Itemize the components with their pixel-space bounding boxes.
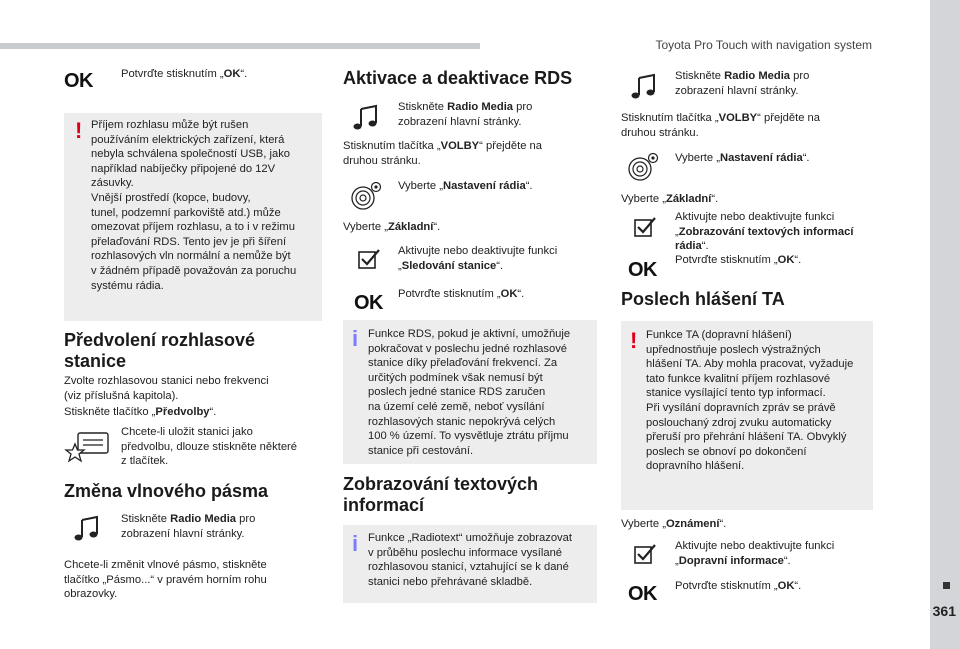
- text-line: rozhlasových vln normální a nemůže být: [91, 250, 291, 263]
- warning-icon: !: [75, 118, 83, 143]
- section-title-presets: Předvolení rozhlasové stanice: [64, 330, 256, 371]
- text-line: nebyla schválena společností USB, jako: [91, 148, 291, 161]
- rds-press-text: Stiskněte Radio Media pro zobrazení hlavní stránky.: [398, 101, 533, 128]
- text-line: určitých podmínek však nemusí být: [368, 371, 543, 384]
- radio-settings-icon: [350, 181, 384, 211]
- text-line: zásuvky.: [91, 177, 134, 190]
- text-line: Příjem rozhlasu může být rušen: [91, 119, 249, 131]
- text-line: stanice díky přelaďování frekvencí. Za: [368, 357, 558, 370]
- text-line: na území celé země, neboť vysílání: [368, 400, 545, 413]
- c3-select-announcements: Vyberte „Oznámení“.: [621, 518, 727, 530]
- text-line: pokračovat v poslechu jedné rozhlasové: [368, 342, 568, 355]
- text-line: v průběhu poslechu informace vysílané: [368, 546, 563, 559]
- band-press-text: Stiskněte Radio Media pro zobrazení hlavní stránky.: [121, 513, 256, 540]
- rds-ok-text: Potvrďte stisknutím „OK“.: [398, 288, 525, 300]
- text-line: rozhlasovou stanicí, vztahující se k dané: [368, 561, 569, 574]
- text-line: upřednostňuje poslech výstražných: [646, 343, 821, 356]
- radio-settings-icon: [627, 152, 661, 182]
- preset-star-text: Chcete-li uložit stanici jako předvolbu, dlouze stiskněte některé z tlačítek.: [121, 426, 298, 468]
- page-number: 361: [932, 603, 956, 619]
- rds-select-radio: Vyberte „Nastavení rádia“.: [398, 180, 533, 192]
- text-line: používáním elektrických zařízení, která: [91, 133, 285, 146]
- text-line: Vnější prostředí (kopce, budovy,: [91, 191, 251, 204]
- section-title-ta: Poslech hlášení TA: [621, 289, 785, 309]
- page-side-strip: [930, 0, 960, 649]
- text-line: omezovat příjem rozhlasu, a to i v režimu: [91, 221, 295, 234]
- band-paragraph: Chcete-li změnit vlnové pásmo, stiskněte tlačítko „Pásmo...“ v pravém horním rohu obrazovky.: [64, 559, 267, 601]
- c3-select-basic: Vyberte „Základní“.: [621, 193, 719, 205]
- text-line: tunel, podzemní parkoviště atd.) může: [91, 206, 281, 219]
- ok-icon: OK: [628, 583, 657, 605]
- c3-ok2-text: Potvrďte stisknutím „OK“.: [675, 580, 802, 592]
- preset-paragraph: Zvolte rozhlasovou stanici nebo frekvenci (viz příslušná kapitola).: [64, 375, 269, 402]
- c3-volby-text: Stisknutím tlačítka „VOLBY“ přejděte na druhou stránku.: [621, 112, 820, 139]
- ok-instruction: Potvrďte stisknutím „OK“.: [121, 68, 248, 80]
- music-note-icon: [630, 73, 658, 101]
- text-line: poslech se obnoví po dokončení: [646, 445, 807, 458]
- text-line: v žádném případě považován za poruchu: [91, 264, 297, 277]
- text-line: stanici nebo přehrávané skladbě.: [368, 575, 533, 588]
- text-line: tato funkce kvalitní příjem rozhlasové: [646, 372, 831, 385]
- c3-toggle2-text: Aktivujte nebo deaktivujte funkci „Dopravní informace“.: [675, 540, 835, 567]
- c3-select-radio: Vyberte „Nastavení rádia“.: [675, 152, 810, 164]
- text-line: Funkce RDS, pokud je aktivní, umožňuje: [368, 328, 571, 340]
- ok-icon: OK: [354, 292, 383, 314]
- info-icon: i: [352, 326, 359, 351]
- section-title-rds: Aktivace a deaktivace RDS: [343, 68, 573, 88]
- text-line: Při vysílání dopravních zpráv se právě: [646, 401, 836, 414]
- text-line: poslouchaný zdroj zvuku automaticky: [646, 416, 832, 429]
- c3-press-text: Stiskněte Radio Media pro zobrazení hlavní stránky.: [675, 70, 810, 97]
- preset-button-text: Stiskněte tlačítko „Předvolby“.: [64, 406, 217, 418]
- header-bar: [0, 43, 480, 49]
- checkbox-icon: [633, 215, 657, 239]
- checkbox-icon: [357, 247, 381, 271]
- text-line: hlášení TA. Aby mohla pracovat, vyžaduje: [646, 358, 854, 371]
- page-marker: [943, 582, 950, 589]
- text-line: rozhlasových stanic nepokrývá celých: [368, 415, 556, 428]
- warning-text: [91, 118, 296, 293]
- c3-ok-text: Potvrďte stisknutím „OK“.: [675, 254, 802, 266]
- rds-volby-text: Stisknutím tlačítka „VOLBY“ přejděte na druhou stránku.: [343, 140, 542, 167]
- info-icon: i: [352, 531, 359, 556]
- info-text-rds: [368, 327, 570, 458]
- info-text-radiotext: [368, 531, 572, 589]
- text-line: stanice při cestování.: [368, 444, 474, 457]
- warning-icon: !: [630, 328, 638, 353]
- text-line: poslech jedné stanice RDS zaručen: [368, 386, 546, 399]
- ok-icon: OK: [64, 70, 93, 92]
- text-line: Funkce TA (dopravní hlášení): [646, 329, 792, 341]
- checkbox-icon: [633, 542, 657, 566]
- preset-star-icon: [64, 430, 110, 464]
- rds-toggle-text: Aktivujte nebo deaktivujte funkci „Sledování stanice“.: [398, 245, 558, 272]
- text-line: Funkce „Radiotext“ umožňuje zobrazovat: [368, 532, 572, 544]
- music-note-icon: [352, 104, 380, 132]
- warning-text-ta: [646, 328, 853, 474]
- text-line: přelaďování RDS. Tento jev je při šíření: [91, 235, 287, 248]
- text-line: stanice vysílající tento typ informací.: [646, 387, 826, 400]
- section-title-text-info: Zobrazování textových informací: [343, 474, 539, 515]
- text-line: systému rádia.: [91, 279, 164, 292]
- text-line: například nabíječky připojené do 12V: [91, 162, 276, 175]
- page-header-title: Toyota Pro Touch with navigation system: [655, 38, 872, 52]
- ok-icon: OK: [628, 259, 657, 281]
- text-line: přeruší pro přehrání hlášení TA. Obvyklý: [646, 431, 847, 444]
- music-note-icon: [73, 515, 101, 543]
- text-line: 100 % území. To vysvětluje ztrátu příjmu: [368, 430, 569, 443]
- section-title-band: Změna vlnového pásma: [64, 481, 269, 501]
- text-line: dopravního hlášení.: [646, 460, 745, 473]
- rds-select-basic: Vyberte „Základní“.: [343, 221, 441, 233]
- c3-toggle-text: Aktivujte nebo deaktivujte funkci „Zobrazování textových informací rádia“.: [675, 211, 854, 253]
